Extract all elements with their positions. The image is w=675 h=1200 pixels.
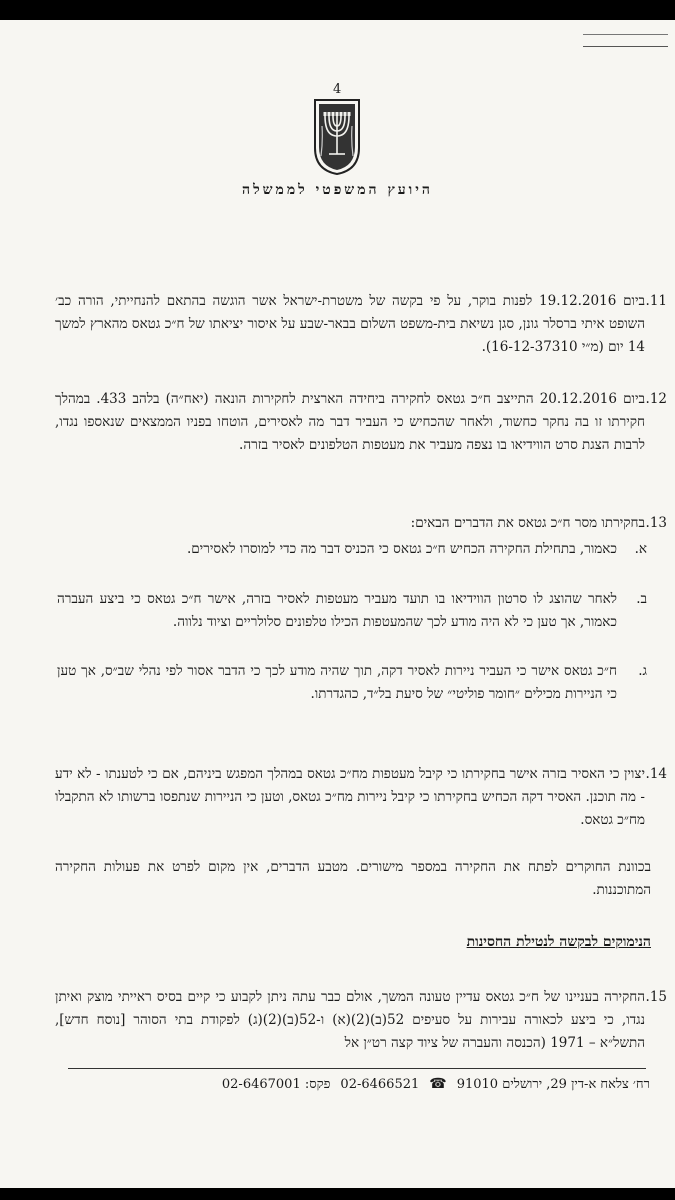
paragraph-number: 12. bbox=[645, 391, 667, 407]
top-rule bbox=[583, 34, 668, 35]
paragraph-number: 13. bbox=[645, 515, 667, 531]
top-black-bar bbox=[0, 0, 675, 20]
paragraph-number: 14. bbox=[645, 766, 667, 782]
paragraph-text: ביום 19.12.2016 לפנות בוקר, על פי בקשה של משטרת-ישראל אשר הוגשה בהתאם להנחייתי, הורה כב׳ השופט איתי ברסלר גונן, סגן נשיאת בית-משפט השלום בבאר-שבע על איסור יציאתו של ח״כ גטאס מהארץ למשך 14 יום (מ״י 16-12-37310). bbox=[55, 293, 645, 355]
bottom-black-bar bbox=[0, 1188, 675, 1200]
footer-fax: פקס: 02-6467001 bbox=[221, 1077, 331, 1092]
sub-item-text: לאחר שהוצג לו סרטון הווידיאו בו תועד מעביר מעטפות לאסיר בזרה, אישר ח״כ גטאס כי ביצע העברה כאמור, אך טען כי לא היה מודע לכך שהמעטפות הכילו טלפונים סלולריים וציוד נלווה. bbox=[57, 591, 617, 630]
document-page bbox=[0, 20, 675, 1188]
state-emblem-icon bbox=[307, 96, 367, 176]
sub-item-label: א. bbox=[634, 541, 647, 557]
footer-rule bbox=[68, 1068, 646, 1069]
office-title: היועץ המשפטי לממשלה bbox=[242, 182, 433, 198]
paragraph-text: ביום 20.12.2016 התייצב ח״כ גטאס לחקירה ביחידה הארצית לחקירות הונאה (יאח״ה) בלהב 433. במהלך חקירתו זו בה נחקר כחשוד, ולאחר שהכחיש כי העביר דבר מה לאסירים, הוטחו בפניו הממצאים שנאספו נגדו, לרבות הצגת סרט הווידיאו בו נצפה מעביר את מעטפות הטלפונים לאסיר בזרה. bbox=[55, 391, 645, 453]
paragraph-14 bbox=[55, 763, 667, 832]
paragraph-text: בחקירתו מסר ח״כ גטאס את הדברים הבאים: bbox=[410, 515, 645, 531]
paragraph-text: החקירה בעניינו של ח״כ גטאס עדיין טעונה המשך, אולם כבר עתה ניתן לקבוע כי קיים בסיס ראייתי מוצק ואיתן נגדו, כי ביצע לכאורה עבירות על סעיפים 52(ב)(2)(א) ו-52(ב)(2)(ג) לפקודת בתי הסוהר [נוסח חדש], התשל״א – 1971 (הכנסה והעברה של ציוד קצה רט״ן אל bbox=[55, 989, 645, 1051]
sub-item-label: ב. bbox=[636, 591, 647, 607]
paragraph-intent bbox=[55, 856, 651, 902]
footer-phone: 02-6466521 bbox=[340, 1076, 420, 1092]
sub-item-a bbox=[57, 538, 647, 561]
paragraph-text: יצוין כי האסיר בזרה אישר בחקירתו כי קיבל מעטפות מח״כ גטאס במהלך המפגש ביניהם, אם כי לטענתו - לא ידע - מה תוכנן. האסיר דקה הכחיש בחקירתו כי קיבל ניירות מח״כ גטאס, וטען כי הניירות שנתפסו ברשותו לא התקבלו מח״כ גטאס. bbox=[55, 766, 645, 828]
sub-item-text: ח״כ גטאס אישר כי העביר ניירות לאסיר דקה, תוך שהיה מודע לכך כי הדבר אסור לפי נהלי שב״ס, אך טען כי הניירות מכילים ״חומר פוליטי״ של סיעת בל״ד, כהגדרתו. bbox=[57, 663, 617, 702]
paragraph-13 bbox=[55, 512, 667, 535]
paragraph-text: בכוונת החוקרים לפתח את החקירה במספר מישורים. מטבע הדברים, אין מקום לפרט את פעולות החקירה המתוכננות. bbox=[55, 859, 651, 898]
page-number: 4 bbox=[333, 82, 342, 97]
paragraph-15 bbox=[55, 986, 667, 1055]
paragraph-number: 15. bbox=[645, 989, 667, 1005]
paragraph-number: 11. bbox=[645, 293, 667, 309]
paragraph-11 bbox=[55, 290, 667, 359]
top-rule-2 bbox=[583, 46, 668, 47]
section-heading: הנימוקים לבקשה לנטילת החסינות bbox=[466, 934, 651, 950]
sub-item-text: כאמור, בתחילת החקירה הכחיש ח״כ גטאס כי הכניס דבר מה כדי למוסרו לאסירים. bbox=[186, 541, 617, 557]
footer-address: רח׳ צלאח א-דין 29, ירושלים 91010 bbox=[456, 1077, 650, 1092]
sub-item-b bbox=[57, 588, 647, 634]
telephone-icon: ☎ bbox=[429, 1076, 447, 1092]
footer bbox=[70, 1076, 650, 1092]
sub-item-c bbox=[57, 660, 647, 706]
paragraph-12 bbox=[55, 388, 667, 457]
sub-item-label: ג. bbox=[638, 663, 647, 679]
